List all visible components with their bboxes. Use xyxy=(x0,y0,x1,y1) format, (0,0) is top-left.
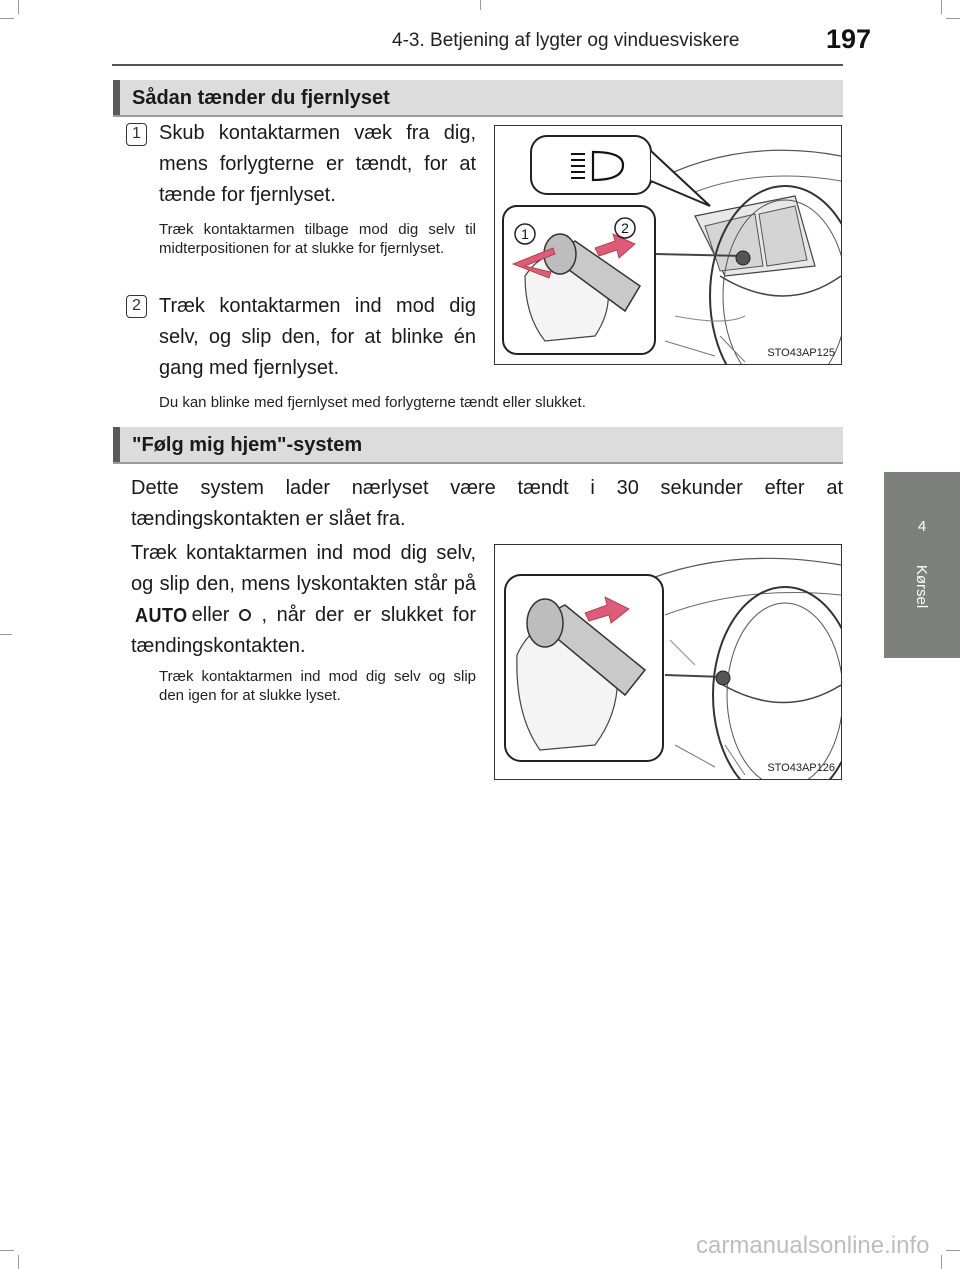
header-section-title: 4-3. Betjening af lygter og vinduesviskere xyxy=(392,30,740,51)
section-heading-text: Sådan tænder du fjernlyset xyxy=(132,87,390,109)
crop-mark xyxy=(941,0,942,14)
crop-mark xyxy=(0,634,12,635)
crop-mark xyxy=(0,1250,14,1251)
crop-mark xyxy=(946,18,960,19)
header-divider xyxy=(112,64,843,66)
section-2-instruction: Træk kontaktarmen ind mod dig selv, og slip den, mens lyskontakten står påAUTO eller , når der er slukket for tændingskontakten. xyxy=(131,542,476,657)
crop-mark xyxy=(0,18,14,19)
follow-me-home-illustration xyxy=(495,545,841,779)
step-2-text: Træk kontaktarmen ind mod dig selv, og slip den, for at blinke én gang med fjernlyset. xyxy=(159,295,476,379)
crop-mark xyxy=(18,1255,19,1269)
figure-code: STO43AP126 xyxy=(767,762,835,774)
step-badge-1: 1 xyxy=(126,123,147,146)
section-2-note: Træk kontaktarmen ind mod dig selv og slip den igen for at slukke lyset. xyxy=(159,668,476,704)
auto-icon: AUTO xyxy=(135,603,188,627)
step-1-text: Skub kontaktarmen væk fra dig, mens forlygterne er tændt, for at tænde for fjernlyset. xyxy=(159,122,476,206)
parking-light-icon xyxy=(239,609,251,621)
watermark: carmanualsonline.info xyxy=(696,1232,930,1259)
crop-mark xyxy=(18,0,19,14)
section-heading-text: "Følg mig hjem"-system xyxy=(132,434,363,456)
section-heading-follow-me-home xyxy=(113,427,843,464)
section-2-intro: Dette system lader nærlyset være tændt i 30 sekunder efter at tændingskontakten er slået fra. xyxy=(131,477,843,530)
chapter-label: Kørsel xyxy=(913,564,931,609)
high-beam-illustration xyxy=(495,126,841,364)
crop-mark xyxy=(941,1255,942,1269)
figure-high-beam-lever xyxy=(494,125,842,365)
step-1-note: Træk kontaktarmen tilbage mod dig selv til midterpositionen for at slukke for fjernlyset. xyxy=(159,221,476,257)
callout-1: 1 xyxy=(521,226,529,242)
crop-mark xyxy=(946,1250,960,1251)
heading-accent-bar xyxy=(113,427,120,462)
section-heading-high-beam xyxy=(113,80,843,117)
chapter-number: 4 xyxy=(917,518,927,535)
section-1-note: Du kan blinke med fjernlyset med forlygterne tændt eller slukket. xyxy=(159,394,586,411)
page-number: 197 xyxy=(826,24,872,54)
figure-code: STO43AP125 xyxy=(767,347,835,359)
step-badge-2: 2 xyxy=(126,295,147,318)
crop-mark xyxy=(480,0,481,10)
heading-accent-bar xyxy=(113,80,120,115)
figure-follow-me-home-lever xyxy=(494,544,842,780)
callout-2: 2 xyxy=(621,220,629,236)
